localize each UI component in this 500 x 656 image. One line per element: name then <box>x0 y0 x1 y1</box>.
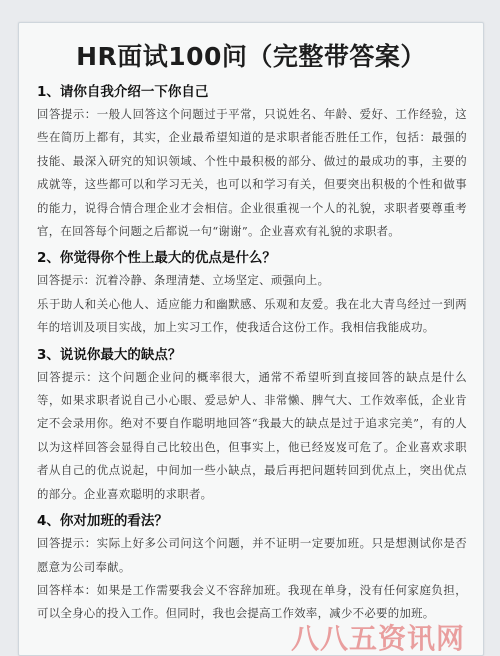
answer-paragraph: 回答样本：如果是工作需要我会义不容辞加班。我现在单身，没有任何家庭负担，可以全身心的投入工作。但同时，我也会提高工作效率，减少不必要的加班。 <box>37 582 467 621</box>
page-title: HR面试100问（完整带答案） <box>76 42 426 71</box>
section-2 <box>37 247 467 339</box>
answer-paragraph: 回答提示：实际上好多公司问这个问题，并不证明一定要加班。只是想测试你是否愿意为公司奉献。 <box>37 536 467 574</box>
watermark-logo: 八八五资讯网 <box>290 622 465 655</box>
document-card <box>18 22 484 656</box>
question-heading: 3、说说你最大的缺点？ <box>37 346 182 363</box>
section-4 <box>37 510 467 626</box>
question-heading: 4、你对加班的看法？ <box>37 513 168 530</box>
section-3 <box>37 344 467 506</box>
answer-paragraph: 回答提示：一般人回答这个问题过于平常，只说姓名、年龄、爱好、工作经验，这些在简历上都有，其实，企业最希望知道的是求职者能否胜任工作，包括：最强的技能、最深入研究的知识领域、个性中最积极的部分、做过的最成功的事，主要的成就等，这些都可以和学习无关，也可以和学习有关，但要突出积极的个性和做事的能力，说得合情合理企业才会相信。企业很重视一个人的礼貌，求职者要尊重考官，在回答每个问题之后都说一句“谢谢”。企业喜欢有礼貌的求职者。 <box>37 107 467 239</box>
answer-paragraph: 回答提示：沉着冷静、条理清楚、立场坚定、顽强向上。 <box>37 273 330 288</box>
section-1 <box>37 81 467 243</box>
question-heading: 2、你觉得你个性上最大的优点是什么？ <box>37 250 276 267</box>
content-body <box>37 81 467 626</box>
question-heading: 1、请你自我介绍一下你自己 <box>37 84 209 100</box>
answer-paragraph: 回答提示：这个问题企业问的概率很大，通常不希望听到直接回答的缺点是什么等，如果求职者说自己小心眼、爱忌妒人、非常懒、脾气大、工作效率低，企业肯定不会录用你。绝对不要自作聪明地回答“我最大的缺点是过于追求完美”，有的人以为这样回答会显得自己比较出色，但事实上，他已经岌岌可危了。企业喜欢求职者从自己的优点说起，中间加一些小缺点，最后再把问题转回到优点上，突出优点的部分。企业喜欢聪明的求职者。 <box>37 369 467 501</box>
answer-paragraph: 乐于助人和关心他人、适应能力和幽默感、乐观和友爱。我在北大青鸟经过一到两年的培训及项目实战，加上实习工作，使我适合这份工作。我相信我能成功。 <box>37 296 467 335</box>
